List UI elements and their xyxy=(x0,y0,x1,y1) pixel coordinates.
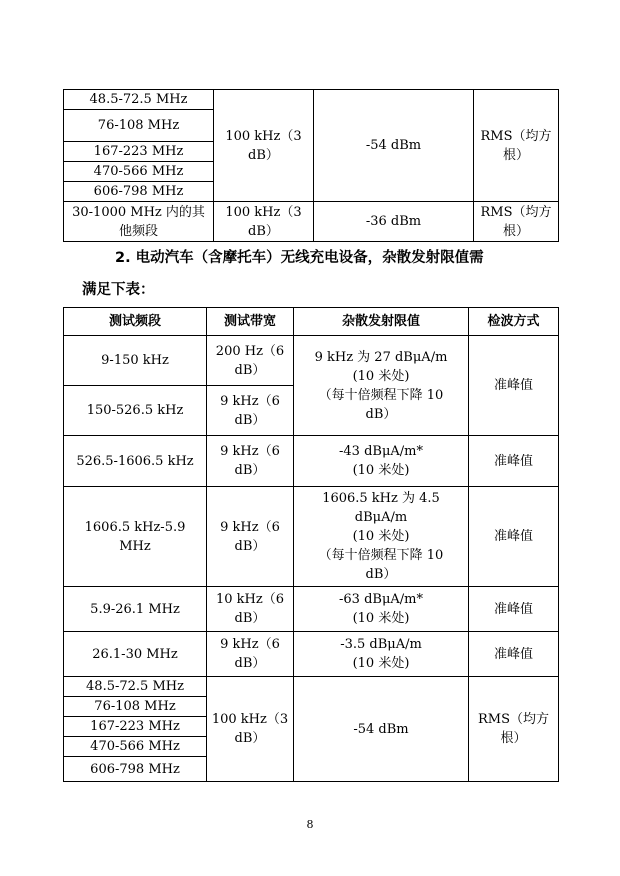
freq-cell: 167-223 MHz xyxy=(64,142,214,162)
bandwidth-cell: 100 kHz（3 dB） xyxy=(214,202,314,242)
section-heading-line1: 2. 电动汽车（含摩托车）无线充电设备，杂散发射限值需 xyxy=(115,250,484,266)
limit-cell: -3.5 dBμA/m (10 米处) xyxy=(294,632,469,677)
freq-cell: 150-526.5 kHz xyxy=(64,386,207,436)
freq-cell: 48.5-72.5 MHz xyxy=(64,677,207,697)
header-limit: 杂散发射限值 xyxy=(294,308,469,336)
bandwidth-cell: 9 kHz（6 dB） xyxy=(207,386,294,436)
freq-cell: 470-566 MHz xyxy=(64,162,214,182)
top-table xyxy=(63,89,559,242)
detector-cell: 准峰值 xyxy=(469,336,559,436)
bandwidth-cell: 100 kHz（3 dB） xyxy=(214,90,314,202)
detector-cell: 准峰值 xyxy=(469,436,559,487)
freq-cell: 167-223 MHz xyxy=(64,717,207,737)
freq-cell: 48.5-72.5 MHz xyxy=(64,90,214,110)
freq-cell: 76-108 MHz xyxy=(64,110,214,142)
limit-cell: 1606.5 kHz 为 4.5 dBμA/m (10 米处) （每十倍频程下降 10 dB） xyxy=(294,487,469,587)
freq-cell: 9-150 kHz xyxy=(64,336,207,386)
freq-cell: 26.1-30 MHz xyxy=(64,632,207,677)
bandwidth-cell: 9 kHz（6 dB） xyxy=(207,632,294,677)
detector-cell: 准峰值 xyxy=(469,487,559,587)
limit-cell: -63 dBμA/m* (10 米处) xyxy=(294,587,469,632)
detector-cell: RMS（均方 根） xyxy=(469,677,559,782)
freq-cell: 606-798 MHz xyxy=(64,757,207,782)
bandwidth-cell: 9 kHz（6 dB） xyxy=(207,436,294,487)
limit-cell: -54 dBm xyxy=(294,677,469,782)
freq-cell: 470-566 MHz xyxy=(64,737,207,757)
page-number: 8 xyxy=(306,818,314,831)
limit-cell: -36 dBm xyxy=(314,202,474,242)
header-band: 测试频段 xyxy=(64,308,207,336)
limit-cell: 9 kHz 为 27 dBμA/m (10 米处) （每十倍频程下降 10 dB） xyxy=(294,336,469,436)
bandwidth-cell: 100 kHz（3 dB） xyxy=(207,677,294,782)
detector-cell: RMS（均方 根） xyxy=(474,202,559,242)
freq-cell: 76-108 MHz xyxy=(64,697,207,717)
freq-cell: 606-798 MHz xyxy=(64,182,214,202)
header-detector: 检波方式 xyxy=(469,308,559,336)
bandwidth-cell: 9 kHz（6 dB） xyxy=(207,487,294,587)
limit-cell: -43 dBμA/m* (10 米处) xyxy=(294,436,469,487)
spurious-emission-table xyxy=(63,307,559,782)
section-heading-line2: 满足下表： xyxy=(82,282,155,298)
limit-cell: -54 dBm xyxy=(314,90,474,202)
bandwidth-cell: 200 Hz（6 dB） xyxy=(207,336,294,386)
bandwidth-cell: 10 kHz（6 dB） xyxy=(207,587,294,632)
header-bandwidth: 测试带宽 xyxy=(207,308,294,336)
detector-cell: 准峰值 xyxy=(469,632,559,677)
detector-cell: RMS（均方 根） xyxy=(474,90,559,202)
freq-cell: 526.5-1606.5 kHz xyxy=(64,436,207,487)
freq-cell: 1606.5 kHz-5.9 MHz xyxy=(64,487,207,587)
detector-cell: 准峰值 xyxy=(469,587,559,632)
freq-cell: 5.9-26.1 MHz xyxy=(64,587,207,632)
freq-cell: 30-1000 MHz 内的其 他频段 xyxy=(64,202,214,242)
